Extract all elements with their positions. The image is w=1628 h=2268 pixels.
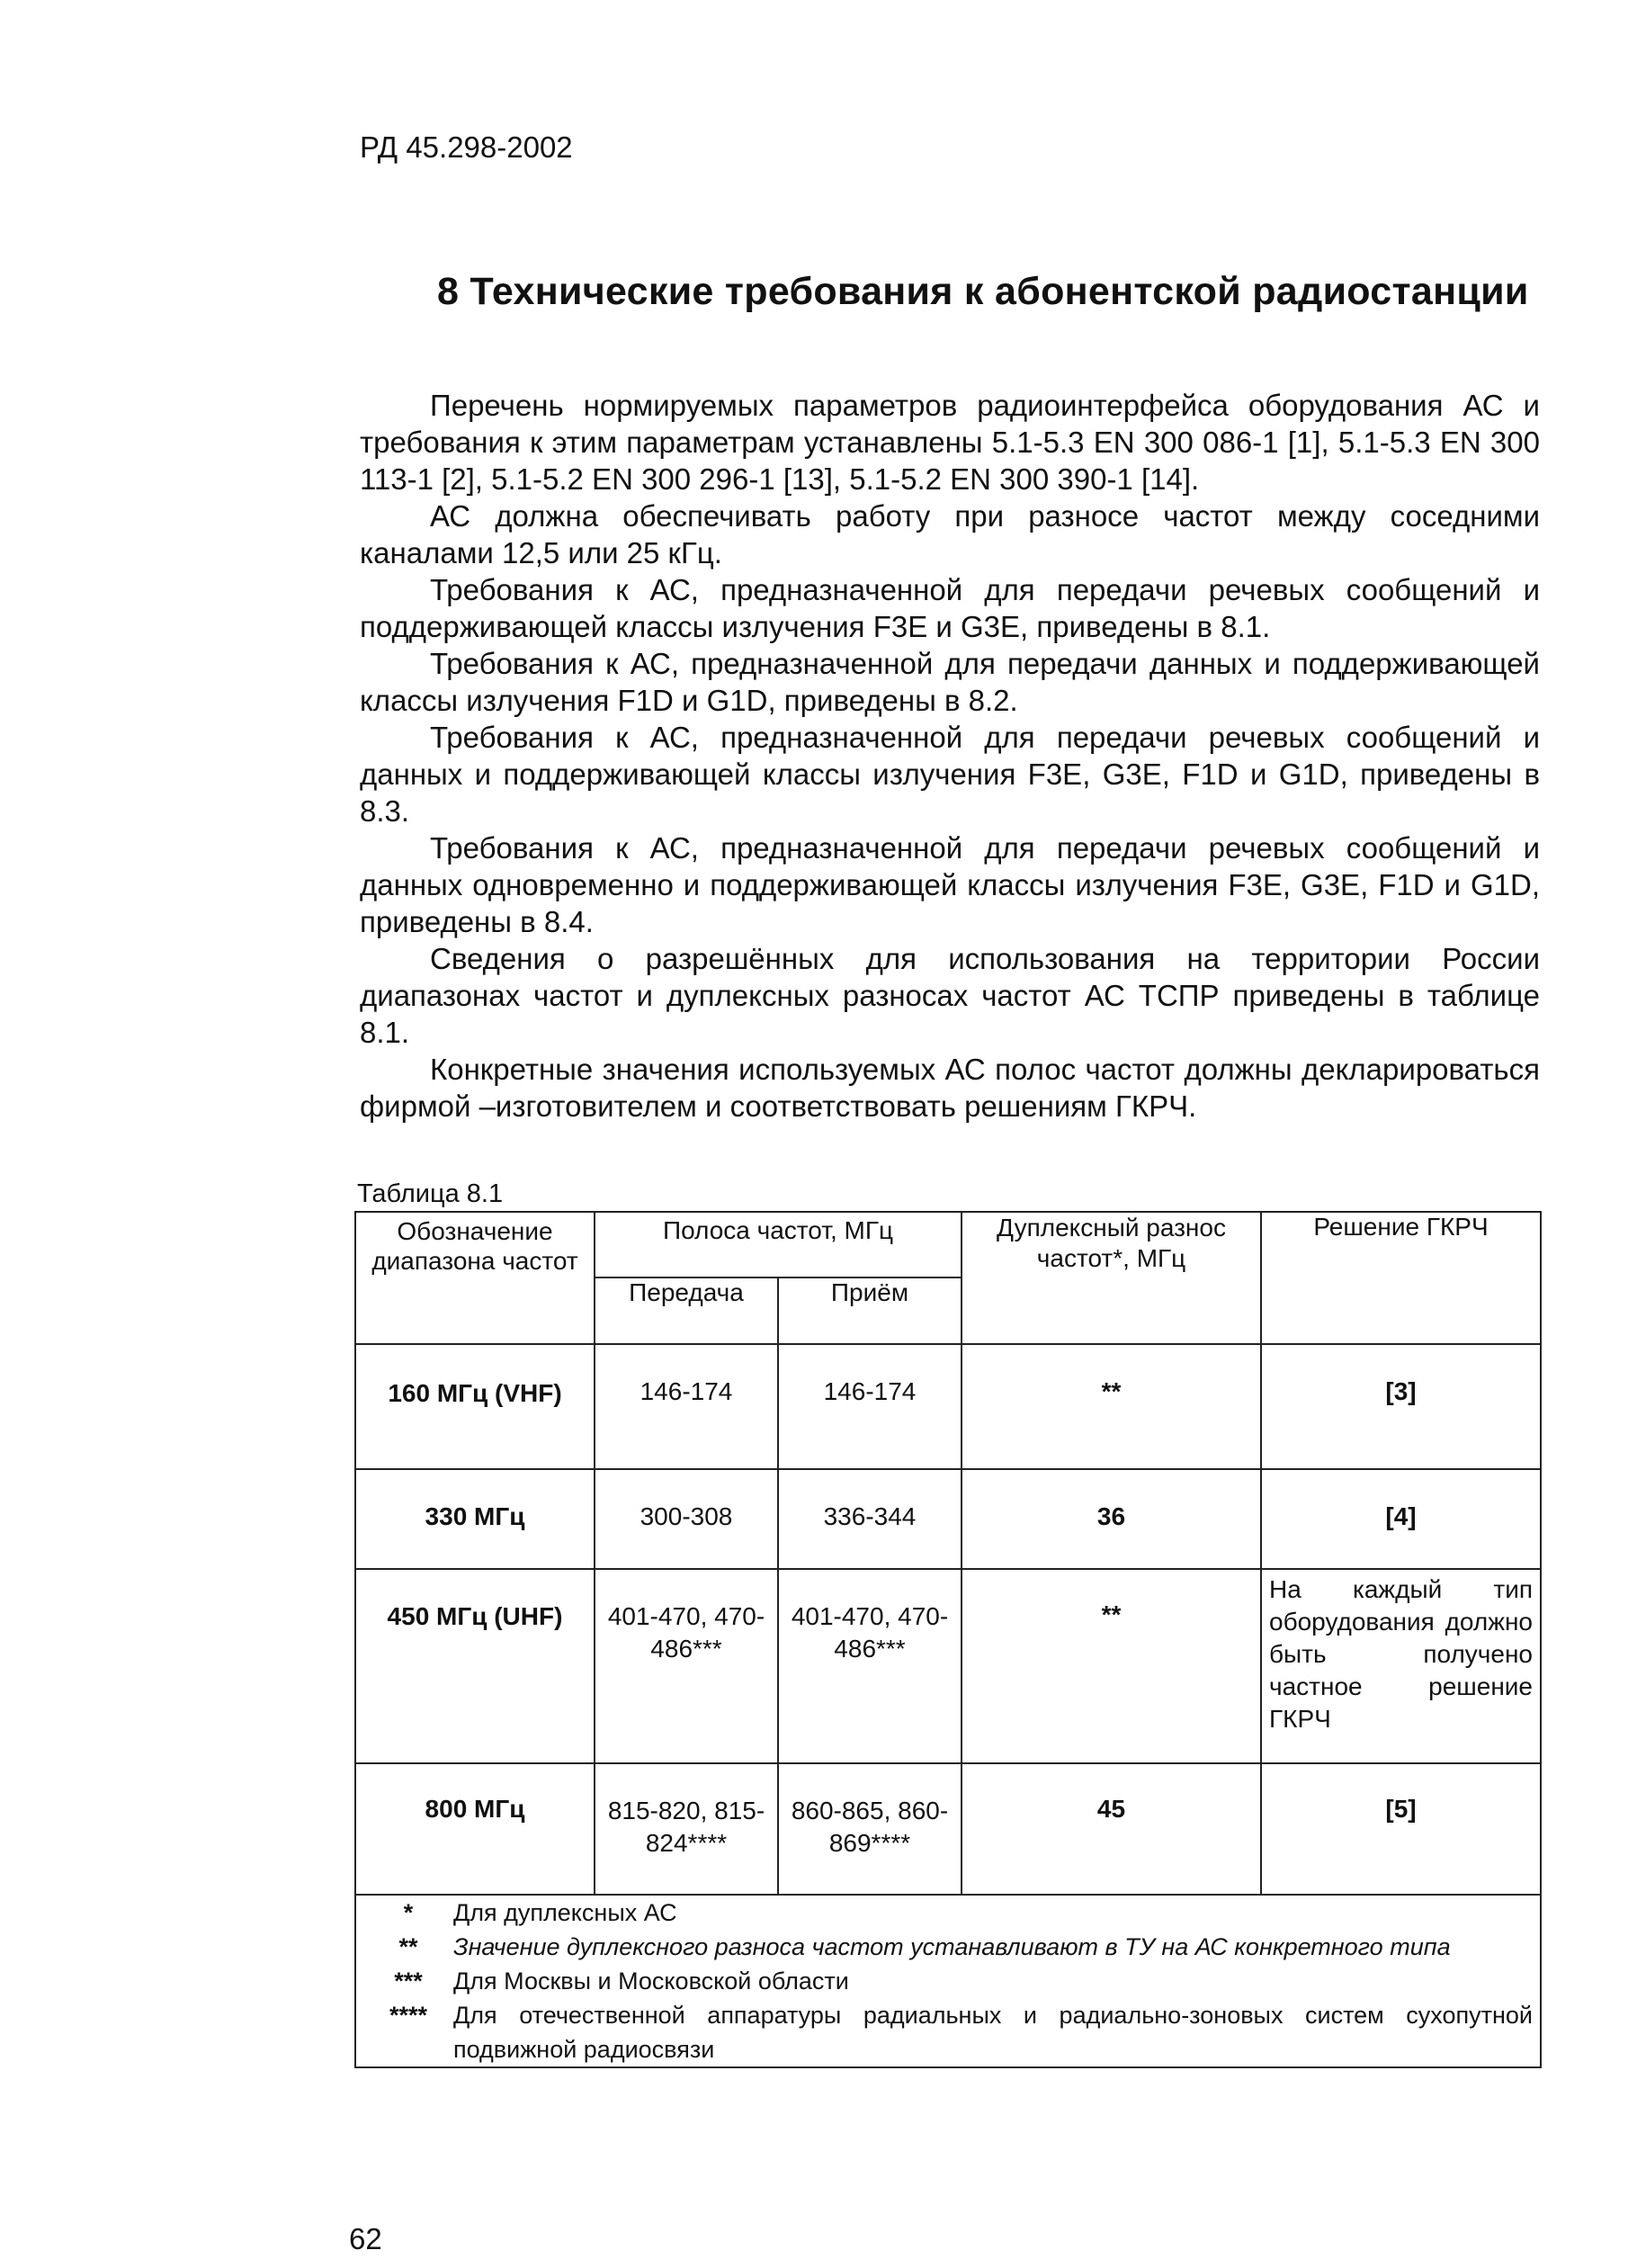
header-decision: Решение ГКРЧ bbox=[1261, 1212, 1541, 1344]
header-tx: Передача bbox=[595, 1277, 778, 1344]
cell-rx: 401-470, 470-486*** bbox=[778, 1569, 962, 1763]
paragraph: АС должна обеспечивать работу при разносе частот между соседними каналами 12,5 или 25 кГц. bbox=[360, 499, 1540, 569]
cell-duplex: ** bbox=[962, 1569, 1261, 1763]
cell-decision: [3] bbox=[1261, 1344, 1541, 1469]
table-caption: Таблица 8.1 bbox=[357, 1179, 504, 1208]
paragraph: Требования к АС, предназначенной для передачи речевых сообщений и данных одновременно и поддерживающей классы излучения F3E, G3E, F1D и G1D, приведены в 8.4. bbox=[360, 831, 1540, 938]
cell-band: 450 МГц (UHF) bbox=[355, 1569, 595, 1763]
note-mark: ** bbox=[398, 1933, 418, 1960]
paragraph: Сведения о разрешённых для использования на территории России диапазонах частот и дуплексных разносах частот АС ТСПР приведены в таблице 8.1. bbox=[360, 942, 1540, 1049]
cell-decision: [5] bbox=[1261, 1763, 1541, 1895]
header-duplex: Дуплексный разнос частот*, МГц bbox=[962, 1212, 1261, 1344]
body-text bbox=[360, 387, 1540, 1125]
note-mark: **** bbox=[389, 2002, 428, 2029]
note-text: Значение дуплексного разноса частот устанавливают в ТУ на АС конкретного типа bbox=[453, 1933, 1451, 1960]
cell-rx: 336-344 bbox=[778, 1469, 962, 1569]
header-band: Обозначение диапазона частот bbox=[355, 1212, 595, 1344]
header-freq-band: Полоса частот, МГц bbox=[595, 1212, 962, 1277]
cell-duplex: 36 bbox=[962, 1469, 1261, 1569]
table-notes-row bbox=[355, 1895, 1541, 2067]
paragraph: Требования к АС, предназначенной для передачи речевых сообщений и данных и поддерживающей классы излучения F3E, G3E, F1D и G1D, приведены в 8.3. bbox=[360, 721, 1540, 828]
page-number: 62 bbox=[349, 2222, 382, 2255]
note-text: Для Москвы и Московской области bbox=[453, 1968, 849, 1995]
cell-tx: 401-470, 470-486*** bbox=[595, 1569, 778, 1763]
cell-decision: На каждый тип оборудования должно быть получено частное решение ГКРЧ bbox=[1261, 1569, 1541, 1763]
table-row bbox=[355, 1569, 1541, 1763]
note-mark: *** bbox=[394, 1968, 423, 1995]
paragraph: Требования к АС, предназначенной для передачи данных и поддерживающей классы излучения F1D и G1D, приведены в 8.2. bbox=[360, 647, 1540, 717]
document-code: РД 45.298-2002 bbox=[360, 130, 573, 164]
cell-band: 800 МГц bbox=[355, 1763, 595, 1895]
table-row bbox=[355, 1469, 1541, 1569]
table-notes bbox=[355, 1895, 1541, 2067]
paragraph: Конкретные значения используемых АС полос частот должны декларироваться фирмой –изготовителем и соответствовать решениям ГКРЧ. bbox=[360, 1053, 1540, 1123]
cell-tx: 300-308 bbox=[595, 1469, 778, 1569]
note-item bbox=[363, 1998, 1533, 2066]
cell-tx: 146-174 bbox=[595, 1344, 778, 1469]
note-text: Для отечественной аппаратуры радиальных и радиально-зоновых систем сухопутной подвижной радиосвязи bbox=[453, 2002, 1533, 2063]
note-item bbox=[363, 1896, 1533, 1930]
cell-duplex: 45 bbox=[962, 1763, 1261, 1895]
section-title: 8 Технические требования к абонентской радиостанции bbox=[437, 270, 1529, 313]
cell-band: 330 МГц bbox=[355, 1469, 595, 1569]
cell-rx: 146-174 bbox=[778, 1344, 962, 1469]
frequency-table bbox=[354, 1211, 1542, 2068]
table-header-row bbox=[355, 1212, 1541, 1277]
cell-decision: [4] bbox=[1261, 1469, 1541, 1569]
note-item bbox=[363, 1930, 1533, 1964]
paragraph: Требования к АС, предназначенной для передачи речевых сообщений и поддерживающей классы излучения F3E и G3E, приведены в 8.1. bbox=[360, 573, 1540, 643]
header-rx: Приём bbox=[778, 1277, 962, 1344]
table-row bbox=[355, 1763, 1541, 1895]
cell-band: 160 МГц (VHF) bbox=[355, 1344, 595, 1469]
note-mark: * bbox=[403, 1899, 414, 1926]
note-text: Для дуплексных АС bbox=[453, 1899, 677, 1926]
table-row bbox=[355, 1344, 1541, 1469]
cell-duplex: ** bbox=[962, 1344, 1261, 1469]
paragraph: Перечень нормируемых параметров радиоинтерфейса оборудования АС и требования к этим параметрам устанавлены 5.1-5.3 EN 300 086-1 [1], 5.1-5.3 EN 300 113-1 [2], 5.1-5.2 EN 300 296-1 [13], 5.1-5.2 EN 300 390-1 [14]. bbox=[360, 389, 1540, 496]
note-item bbox=[363, 1964, 1533, 1998]
cell-rx: 860-865, 860-869**** bbox=[778, 1763, 962, 1895]
cell-tx: 815-820, 815-824**** bbox=[595, 1763, 778, 1895]
